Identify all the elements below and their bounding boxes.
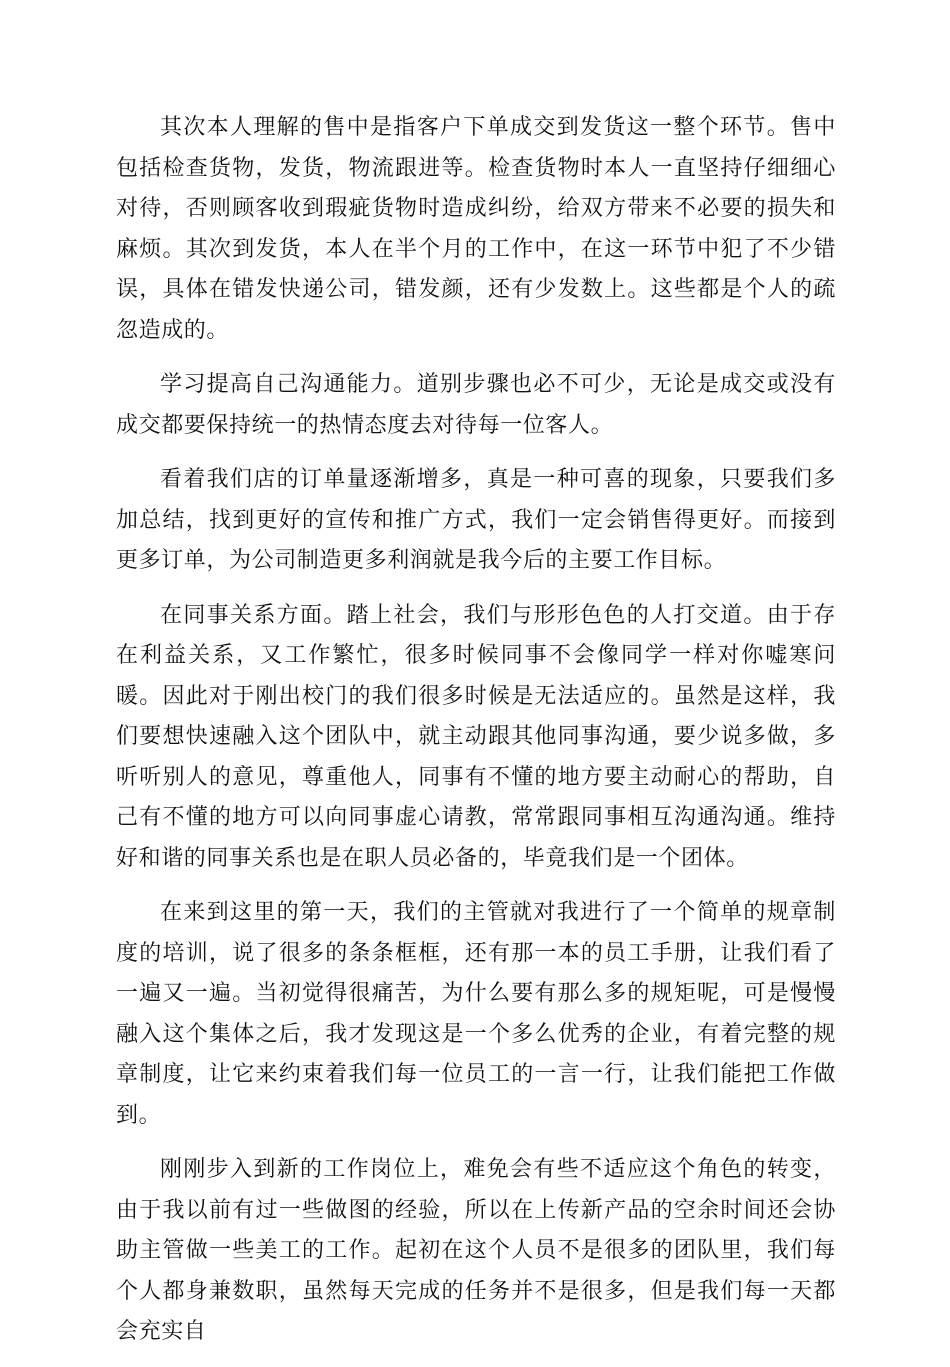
paragraph-after-sales-process: 其次本人理解的售中是指客户下单成交到发货这一整个环节。售中包括检查货物，发货，物流跟进等。检查货物时本人一直坚持仔细细心对待，否则顾客收到瑕疵货物时造成纠纷，给双方带来不必要的损失和麻烦。其次到发货，本人在半个月的工作中，在这一环节中犯了不少错误，具体在错发快递公司，错发颜，还有少发数上。这些都是个人的疏忽造成的。 (116, 115, 836, 343)
paragraph-colleague-relations: 在同事关系方面。踏上社会，我们与形形色色的人打交道。由于存在利益关系，又工作繁忙，很多时候同事不会像同学一样对你嘘寒问暖。因此对于刚出校门的我们很多时候是无法适应的。虽然是这样，我们要想快速融入这个团队中，就主动跟其他同事沟通，要少说多做，多听听别人的意见，尊重他人，同事有不懂的地方要主动耐心的帮助，自己有不懂的地方可以向同事虚心请教，常常跟同事相互沟通沟通。维持好和谐的同事关系也是在职人员必备的，毕竟我们是一个团体。 (116, 602, 836, 871)
paragraph-new-position: 刚刚步入到新的工作岗位上，难免会有些不适应这个角色的转变，由于我以前有过一些做图的经验，所以在上传新产品的空余时间还会协助主管做一些美工的工作。起初在这个人员不是很多的团队里，我们每个人都身兼数职，虽然每天完成的任务并不是很多，但是我们每一天都会充实自 (116, 1157, 836, 1344)
paragraph-orders-growth: 看着我们店的订单量逐渐增多，真是一种可喜的现象，只要我们多加总结，找到更好的宣传和推广方式，我们一定会销售得更好。而接到更多订单，为公司制造更多利润就是我今后的主要工作目标。 (116, 467, 836, 573)
paragraph-rules-training: 在来到这里的第一天，我们的主管就对我进行了一个简单的规章制度的培训，说了很多的条条框框，还有那一本的员工手册，让我们看了一遍又一遍。当初觉得很痛苦，为什么要有那么多的规矩呢，可是慢慢融入这个集体之后，我才发现这是一个多么优秀的企业，有着完整的规章制度，让它来约束着我们每一位员工的一言一行，让我们能把工作做到。 (116, 900, 836, 1128)
document-body (116, 108, 836, 1367)
paragraph-communication: 学习提高自己沟通能力。道别步骤也必不可少，无论是成交或没有成交都要保持统一的热情态度去对待每一位客人。 (116, 372, 836, 438)
